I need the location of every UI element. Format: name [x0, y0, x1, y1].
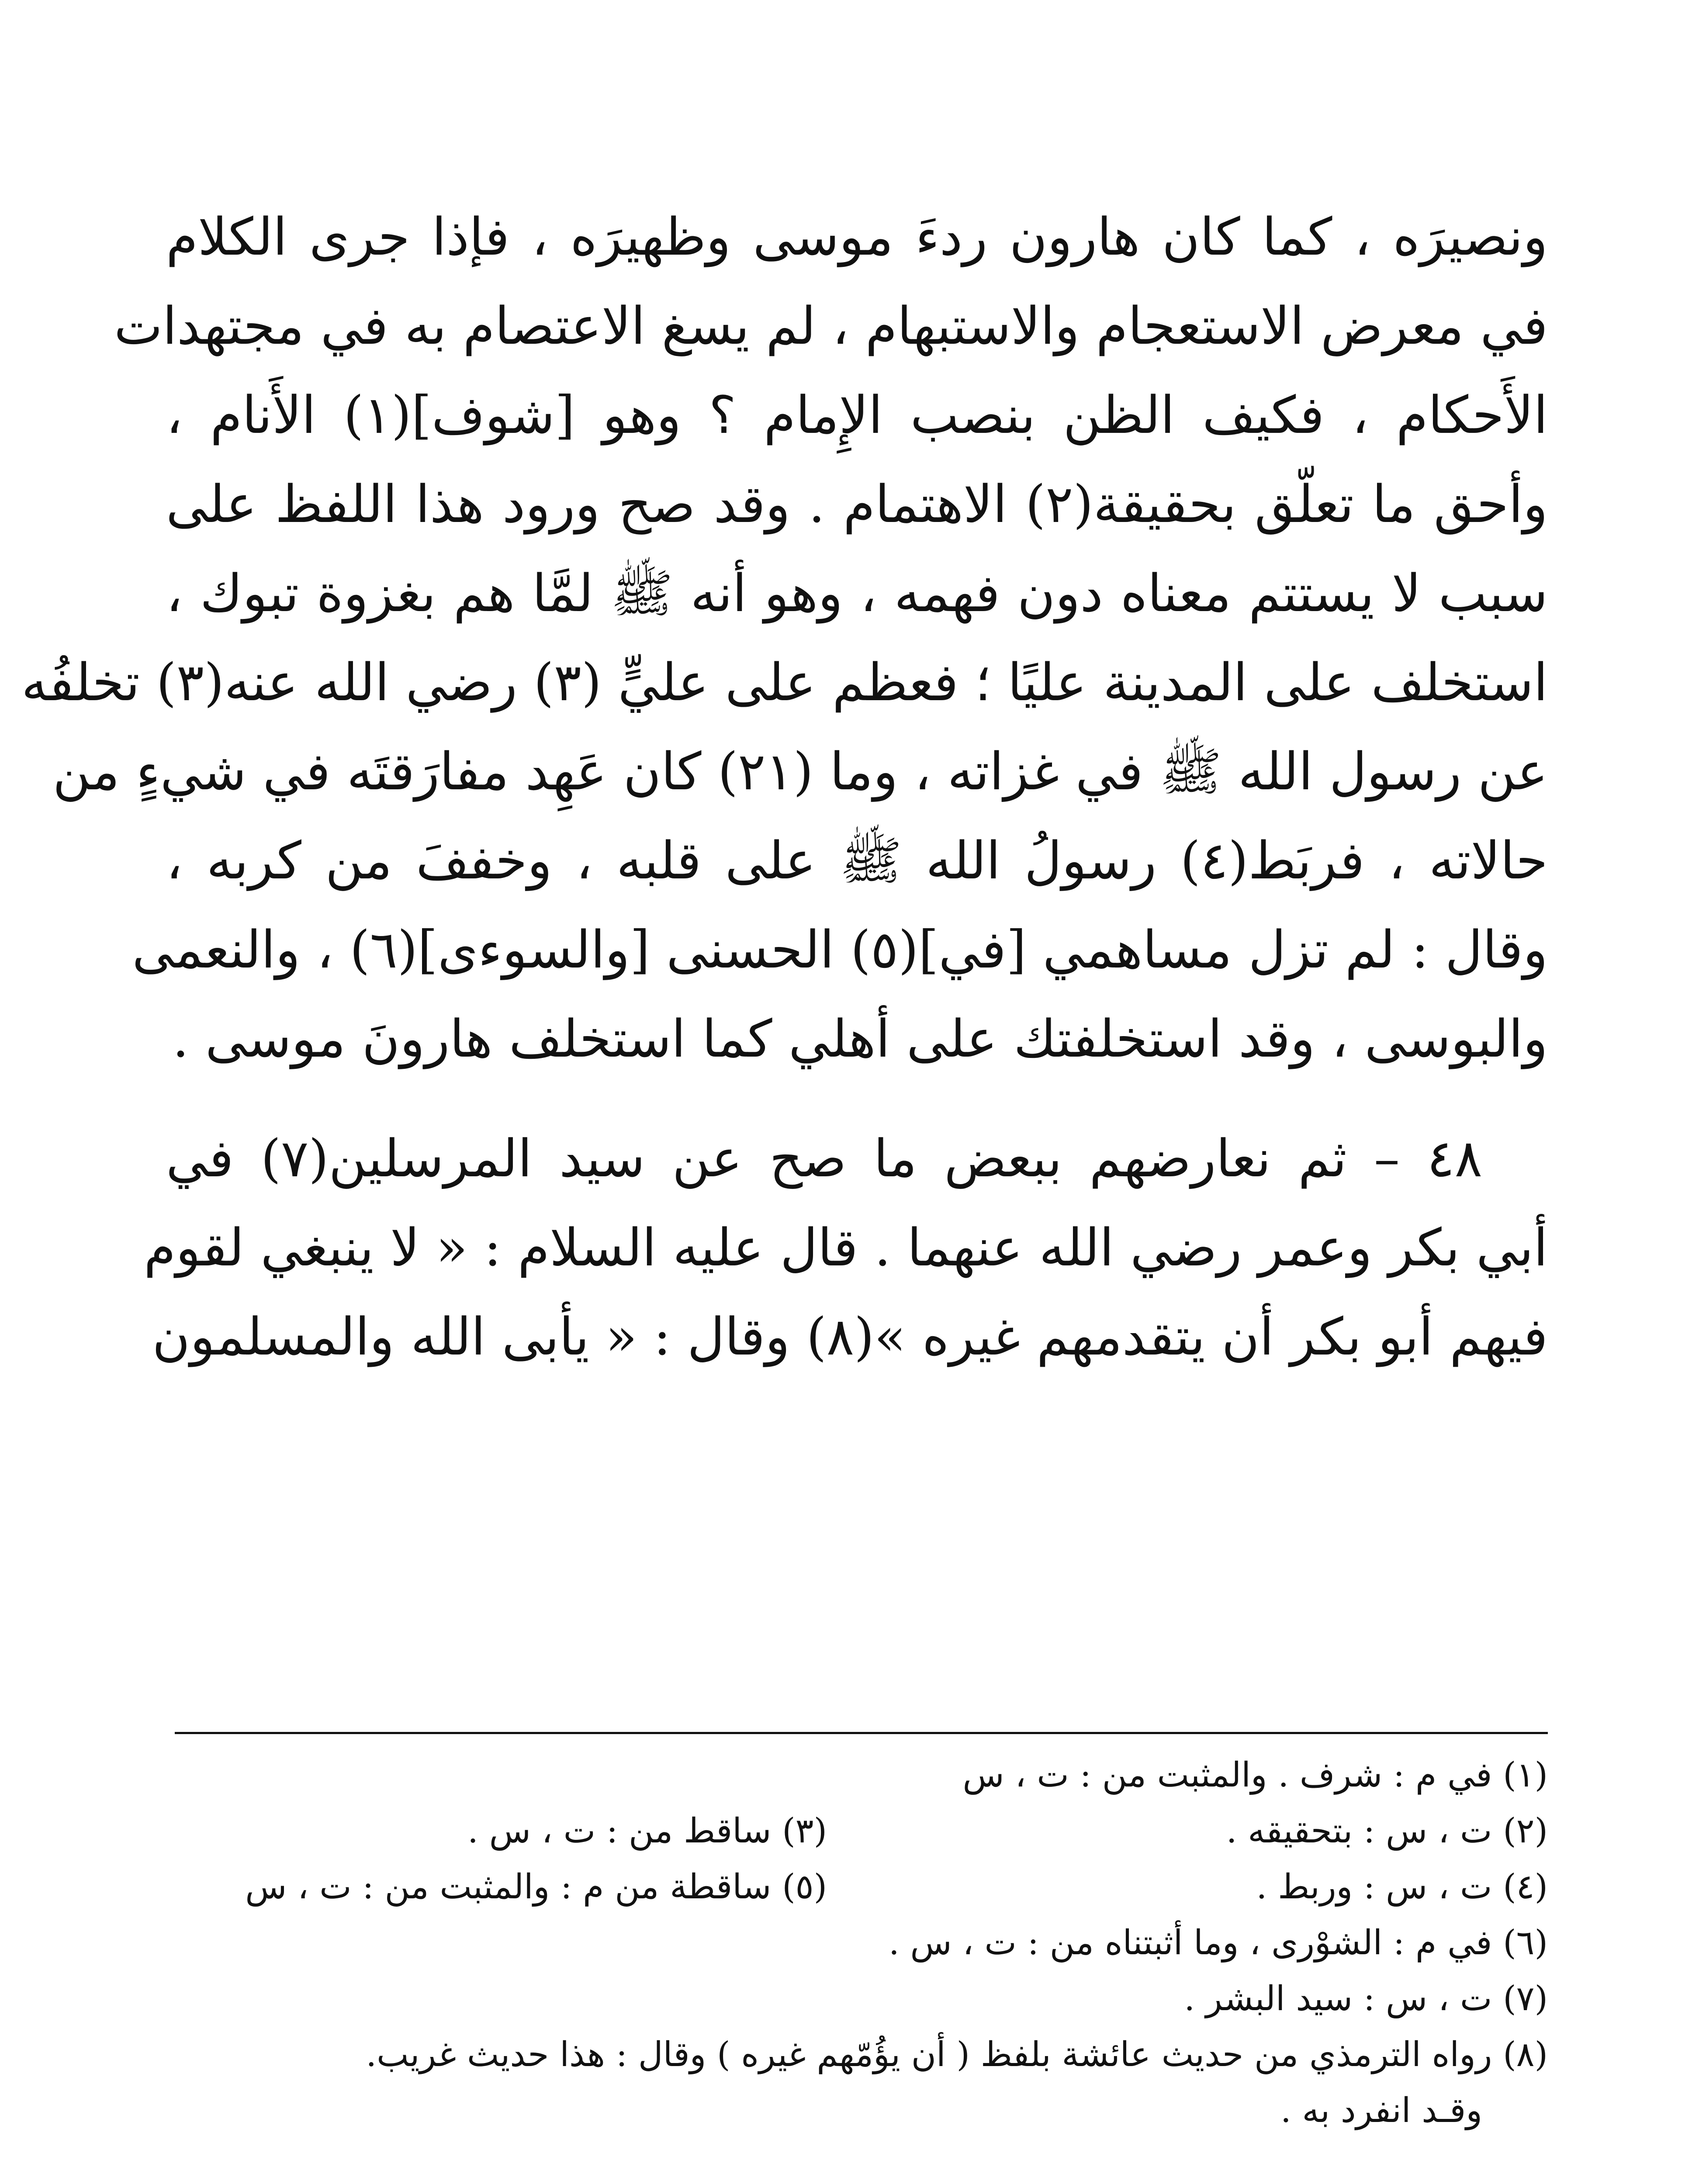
text-line: أبي بكر وعمر رضي الله عنهما . قال عليه السلام : « لا ينبغي لقوم: [144, 1217, 1548, 1278]
footnote-7: (٧) ت ، س : سيد البشر .: [1184, 1979, 1548, 2018]
text-line: حالاته ، فربَط(٤) رسولُ الله ﷺ على قلبه ، وخففَ من كربه ،: [166, 830, 1548, 891]
text-line: وأحق ما تعلّق بحقيقة(٢) الاهتمام . وقد صح ورود هذا اللفظ على: [166, 474, 1548, 534]
footnote-6: (٦) في م : الشوْرى ، وما أثبتناه من : ت ، س .: [888, 1923, 1548, 1963]
paragraph-48-first-line: ٤٨ – ثم نعارضهم ببعض ما صح عن سيد المرسلين(٧) في: [166, 1128, 1482, 1189]
footnote-separator: [175, 1732, 1548, 1734]
footnote-4: (٤) ت ، س : وربط .: [1256, 1867, 1548, 1907]
footnote-row: [166, 1971, 1548, 2027]
text-line: استخلف على المدينة عليًا ؛ فعظم على عليٍّ (٣) رضي الله عنه(٣) تخلفُه: [21, 652, 1548, 712]
footnote-3: (٣) ساقط من : ت ، س .: [467, 1811, 827, 1851]
footnote-row: [166, 1747, 1548, 1803]
text-line: ونصيرَه ، كما كان هارون ردءَ موسى وظهيرَه ، فإذا جرى الكلام: [166, 207, 1548, 267]
text-line: والبوسى ، وقد استخلفتك على أهلي كما استخلف هارونَ موسى .: [172, 1009, 1548, 1069]
footnote-5: (٥) ساقطة من م : والمثبت من : ت ، س: [245, 1867, 827, 1907]
footnote-row: [166, 1915, 1548, 1971]
footnote-8-continuation: وقـد انفرد به .: [1280, 2091, 1482, 2130]
text-line: عن رسول الله ﷺ في غزاته ، وما (٢١) كان عَهِد مفارَقتَه في شيءٍ من: [52, 741, 1548, 802]
text-line: سبب لا يستتم معناه دون فهمه ، وهو أنه ﷺ لمَّا هم بغزوة تبوك ،: [166, 563, 1548, 623]
footnotes: [166, 1747, 1548, 2139]
text-line: الأَحكام ، فكيف الظن بنصب الإِمام ؟ وهو [شوف](١) الأَنام ،: [166, 385, 1548, 445]
text-line: فيهم أبو بكر أن يتقدمهم غيره »(٨) وقال : « يأبى الله والمسلمون: [152, 1306, 1548, 1367]
footnote-1: (١) في م : شرف . والمثبت من : ت ، س: [962, 1755, 1548, 1795]
footnote-row: [166, 1859, 1548, 1915]
footnote-row: [166, 2027, 1548, 2083]
paragraph-gap: [166, 1083, 1548, 1114]
text-line: في معرض الاستعجام والاستبهام ، لم يسغ الاعتصام به في مجتهدات: [114, 296, 1548, 356]
footnote-row: [166, 1803, 1548, 1859]
text-line: وقال : لم تزل مساهمي [في](٥) الحسنى [والسوءى](٦) ، والنعمى: [132, 919, 1548, 980]
footnote-8: (٨) رواه الترمذي من حديث عائشة بلفظ ( أن يؤُمّهم غيره ) وقال : هذا حديث غريب.: [366, 2035, 1548, 2074]
main-text: [21, 192, 1548, 1381]
footnote-2: (٢) ت ، س : بتحقيقه .: [1226, 1811, 1548, 1851]
